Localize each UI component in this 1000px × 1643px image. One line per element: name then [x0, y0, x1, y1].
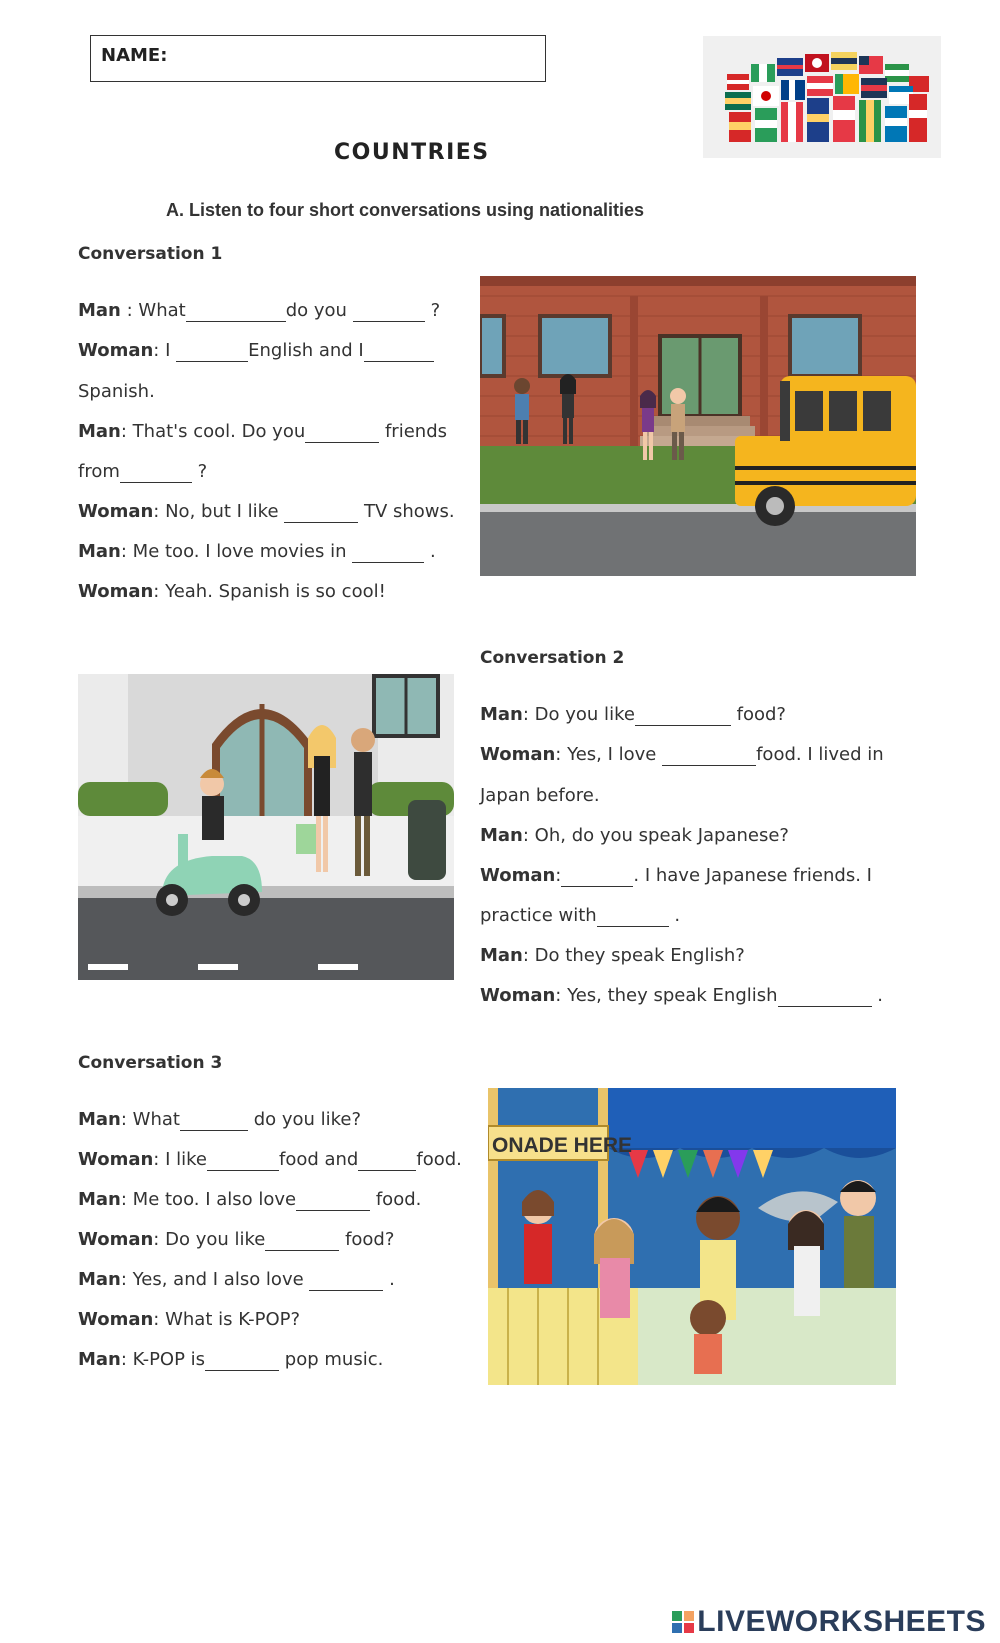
conv1-line-7: Man: Me too. I love movies in .: [78, 541, 436, 562]
speaker: Woman: [78, 581, 154, 602]
speaker: Man: [480, 945, 523, 966]
answer-blank[interactable]: [364, 341, 434, 362]
conv2-line-2: Woman: Yes, I love food. I lived in: [480, 744, 884, 765]
answer-blank[interactable]: [120, 462, 192, 483]
speaker: Woman: [78, 1309, 154, 1330]
liveworksheets-logo[interactable]: [672, 1605, 986, 1639]
answer-blank[interactable]: [265, 1230, 339, 1251]
speaker: Man: [78, 1109, 121, 1130]
answer-blank[interactable]: [635, 705, 731, 726]
conversation-1-heading: Conversation 1: [78, 244, 223, 264]
conv3-line-1: Man: What do you like?: [78, 1109, 362, 1130]
market-stand-scene-image: [488, 1088, 896, 1385]
answer-blank[interactable]: [284, 502, 358, 523]
answer-blank[interactable]: [176, 341, 248, 362]
conv1-line-2: Woman: I English and I: [78, 340, 434, 362]
speaker: Man: [480, 825, 523, 846]
instruction-text: A. Listen to four short conversations using nationalities: [166, 200, 645, 220]
answer-blank[interactable]: [309, 1270, 383, 1291]
answer-blank[interactable]: [296, 1190, 370, 1211]
speaker: Man: [78, 541, 121, 562]
answer-blank[interactable]: [358, 1150, 416, 1171]
conv1-line-3: Spanish.: [78, 381, 155, 402]
answer-blank[interactable]: [207, 1150, 279, 1171]
conv2-line-6: practice with .: [480, 905, 681, 926]
conv3-line-5: Man: Yes, and I also love .: [78, 1269, 395, 1290]
conv3-line-4: Woman: Do you like food?: [78, 1229, 395, 1250]
speaker: Man: [78, 421, 121, 442]
liveworksheets-logo-icon: [672, 1611, 694, 1633]
answer-blank[interactable]: [205, 1350, 279, 1371]
speaker: Man: [78, 1189, 121, 1210]
conv1-line-1: Man : What do you ?: [78, 300, 441, 321]
speaker: Woman: [480, 865, 556, 886]
answer-blank[interactable]: [662, 745, 756, 766]
speaker: Woman: [78, 501, 154, 522]
conv1-line-6: Woman: No, but I like TV shows.: [78, 501, 455, 522]
conv2-line-3: Japan before.: [480, 785, 600, 806]
answer-blank[interactable]: [597, 906, 669, 927]
conv1-line-5: from ?: [78, 461, 208, 482]
conversation-2-heading: Conversation 2: [480, 648, 625, 668]
conv2-line-1: Man: Do you like food?: [480, 704, 786, 725]
name-field[interactable]: [90, 35, 546, 82]
speaker: Woman: [480, 744, 556, 765]
school-bus-scene-image: [480, 276, 916, 576]
conv3-line-3: Man: Me too. I also love food.: [78, 1189, 422, 1210]
speaker: Man: [78, 1349, 121, 1370]
answer-blank[interactable]: [561, 866, 633, 887]
speaker: Man: [78, 1269, 121, 1290]
conv3-line-6: Woman: What is K-POP?: [78, 1309, 301, 1330]
conversation-3-heading: Conversation 3: [78, 1053, 223, 1073]
speaker: Man: [78, 300, 121, 321]
speaker: Woman: [78, 340, 154, 361]
speaker: Woman: [78, 1149, 154, 1170]
conv2-line-7: Man: Do they speak English?: [480, 945, 745, 966]
answer-blank[interactable]: [305, 422, 379, 443]
name-label: NAME:: [101, 45, 168, 66]
page-title: COUNTRIES: [334, 140, 490, 165]
answer-blank[interactable]: [186, 301, 286, 322]
flags-collage-image: [703, 36, 941, 158]
answer-blank[interactable]: [353, 301, 425, 322]
speaker: Woman: [480, 985, 556, 1006]
conv2-line-5: Woman: . I have Japanese friends. I: [480, 865, 872, 886]
conv3-line-2: Woman: I like food and food.: [78, 1149, 462, 1170]
answer-blank[interactable]: [778, 986, 872, 1007]
speaker: Woman: [78, 1229, 154, 1250]
conv3-line-7: Man: K-POP is pop music.: [78, 1349, 384, 1370]
conv1-line-4: Man: That's cool. Do you friends: [78, 421, 447, 442]
conv1-line-8: Woman: Yeah. Spanish is so cool!: [78, 581, 386, 602]
conv2-line-8: Woman: Yes, they speak English .: [480, 985, 884, 1006]
brand-text: LIVEWORKSHEETS: [697, 1605, 986, 1638]
lemonade-sign-text: ONADE HERE: [492, 1134, 633, 1157]
street-scooter-scene-image: [78, 674, 454, 980]
conv2-line-4: Man: Oh, do you speak Japanese?: [480, 825, 789, 846]
answer-blank[interactable]: [352, 542, 424, 563]
speaker: Man: [480, 704, 523, 725]
answer-blank[interactable]: [180, 1110, 248, 1131]
